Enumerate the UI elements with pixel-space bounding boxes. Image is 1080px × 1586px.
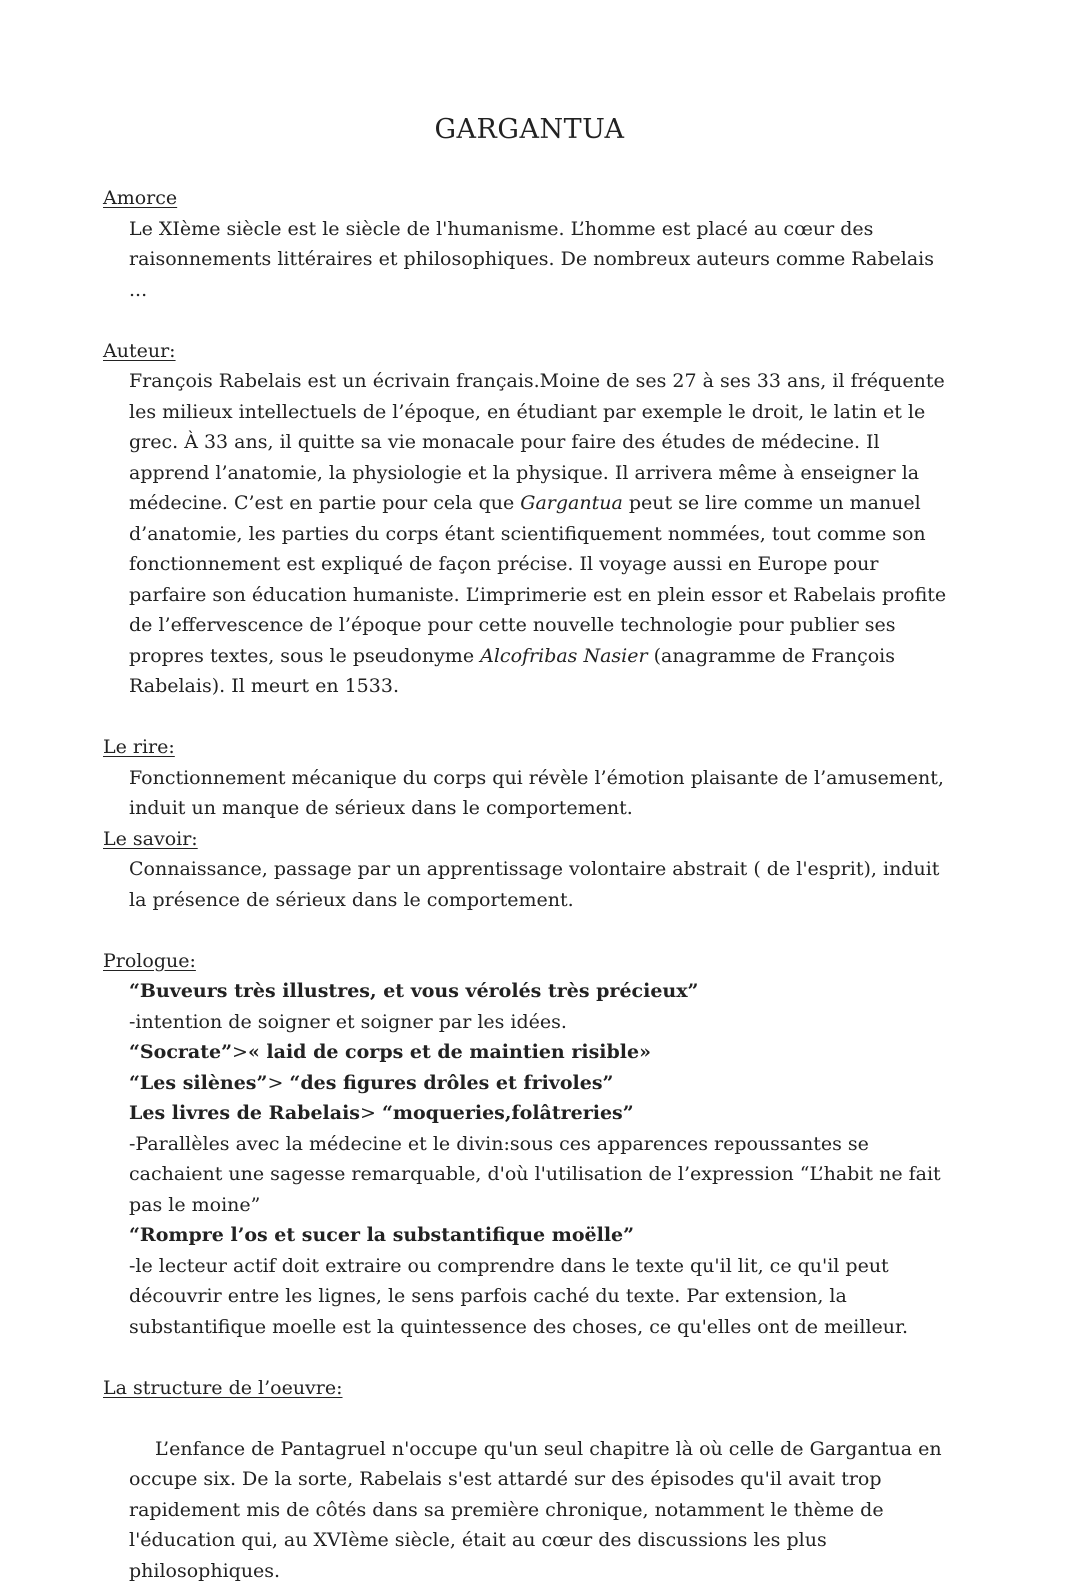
section-auteur bbox=[103, 336, 956, 702]
prologue-note-paralleles: -Parallèles avec la médecine et le divin:sous ces apparences repoussantes se cachaient une sagesse remarquable, d'où l'utilisation de l’expression “L’habit ne fait pas le moine” bbox=[129, 1129, 956, 1221]
quote-socrate-arrow: > bbox=[232, 1041, 248, 1063]
section-structure bbox=[103, 1373, 956, 1586]
pseudonym: Alcofribas Nasier bbox=[480, 645, 647, 667]
page-title: GARGANTUA bbox=[103, 0, 956, 150]
savoir-text: Connaissance, passage par un apprentissage volontaire abstrait ( de l'esprit), induit la présence de sérieux dans le comportement. bbox=[129, 854, 956, 915]
quote-livres-desc: “moqueries,folâtreries” bbox=[382, 1102, 634, 1124]
section-heading-prologue: Prologue: bbox=[103, 946, 956, 977]
quote-livres-term: Les livres de Rabelais bbox=[129, 1102, 360, 1124]
section-heading-structure: La structure de l’oeuvre: bbox=[103, 1373, 956, 1404]
quote-silenes-arrow: > bbox=[267, 1072, 289, 1094]
section-amorce bbox=[103, 183, 956, 305]
prologue-quote-socrate bbox=[129, 1037, 956, 1068]
rire-text: Fonctionnement mécanique du corps qui révèle l’émotion plaisante de l’amusement, induit un manque de sérieux dans le comportement. bbox=[129, 763, 956, 824]
section-savoir bbox=[103, 824, 956, 916]
prologue-quote-buveurs: “Buveurs très illustres, et vous vérolés très précieux” bbox=[129, 976, 956, 1007]
structure-text: L’enfance de Pantagruel n'occupe qu'un seul chapitre là où celle de Gargantua en occupe six. De la sorte, Rabelais s'est attardé sur des épisodes qu'il avait trop rapidement mis de côtés dans sa première chronique, notamment le thème de l'éducation qui, au XVIème siècle, était au cœur des discussions les plus philosophiques. bbox=[129, 1434, 956, 1586]
auteur-text-part-3: (anagramme de François Rabelais). Il meurt en 1533. bbox=[129, 645, 895, 698]
amorce-text: Le XIème siècle est le siècle de l'humanisme. L’homme est placé au cœur des raisonnements littéraires et philosophiques. De nombreux auteurs comme Rabelais ... bbox=[129, 214, 956, 306]
quote-livres-arrow: > bbox=[360, 1102, 382, 1124]
auteur-text-part-1: François Rabelais est un écrivain français.Moine de ses 27 à ses 33 ans, il fréquente les milieux intellectuels de l’époque, en étudiant par exemple le droit, le latin et le grec. À 33 ans, il quitte sa vie monacale pour faire des études de médecine. Il apprend l’anatomie, la physiologie et la physique. Il arrivera même à enseigner la médecine. C’est en partie pour cela que bbox=[129, 370, 945, 514]
section-heading-rire: Le rire: bbox=[103, 732, 956, 763]
quote-silenes-term: “Les silènes” bbox=[129, 1072, 267, 1094]
section-heading-amorce: Amorce bbox=[103, 183, 956, 214]
section-prologue bbox=[103, 946, 956, 1343]
work-title-gargantua: Gargantua bbox=[520, 492, 623, 514]
section-rire bbox=[103, 732, 956, 824]
prologue-note-intention: -intention de soigner et soigner par les idées. bbox=[129, 1007, 956, 1038]
section-heading-auteur: Auteur: bbox=[103, 336, 956, 367]
section-heading-savoir: Le savoir: bbox=[103, 824, 956, 855]
prologue-quote-livres bbox=[129, 1098, 956, 1129]
auteur-text-part-2: peut se lire comme un manuel d’anatomie, les parties du corps étant scientifiquement nommées, tout comme son fonctionnement est expliqué de façon précise. Il voyage aussi en Europe pour parfaire son éducation humaniste. L’imprimerie est en plein essor et Rabelais profite de l’effervescence de l’époque pour cette nouvelle technologie pour publier ses propres textes, sous le pseudonyme bbox=[129, 492, 946, 667]
prologue-note-lecteur: -le lecteur actif doit extraire ou comprendre dans le texte qu'il lit, ce qu'il peut découvrir entre les lignes, le sens parfois caché du texte. Par extension, la substantifique moelle est la quintessence des choses, ce qu'elles ont de meilleur. bbox=[129, 1251, 956, 1343]
auteur-text bbox=[129, 366, 956, 702]
prologue-quote-rompre: “Rompre l’os et sucer la substantifique moëlle” bbox=[129, 1220, 956, 1251]
quote-socrate-desc: « laid de corps et de maintien risible» bbox=[248, 1041, 651, 1063]
quote-silenes-desc: “des figures drôles et frivoles” bbox=[289, 1072, 613, 1094]
quote-socrate-term: “Socrate” bbox=[129, 1041, 232, 1063]
prologue-quote-silenes bbox=[129, 1068, 956, 1099]
